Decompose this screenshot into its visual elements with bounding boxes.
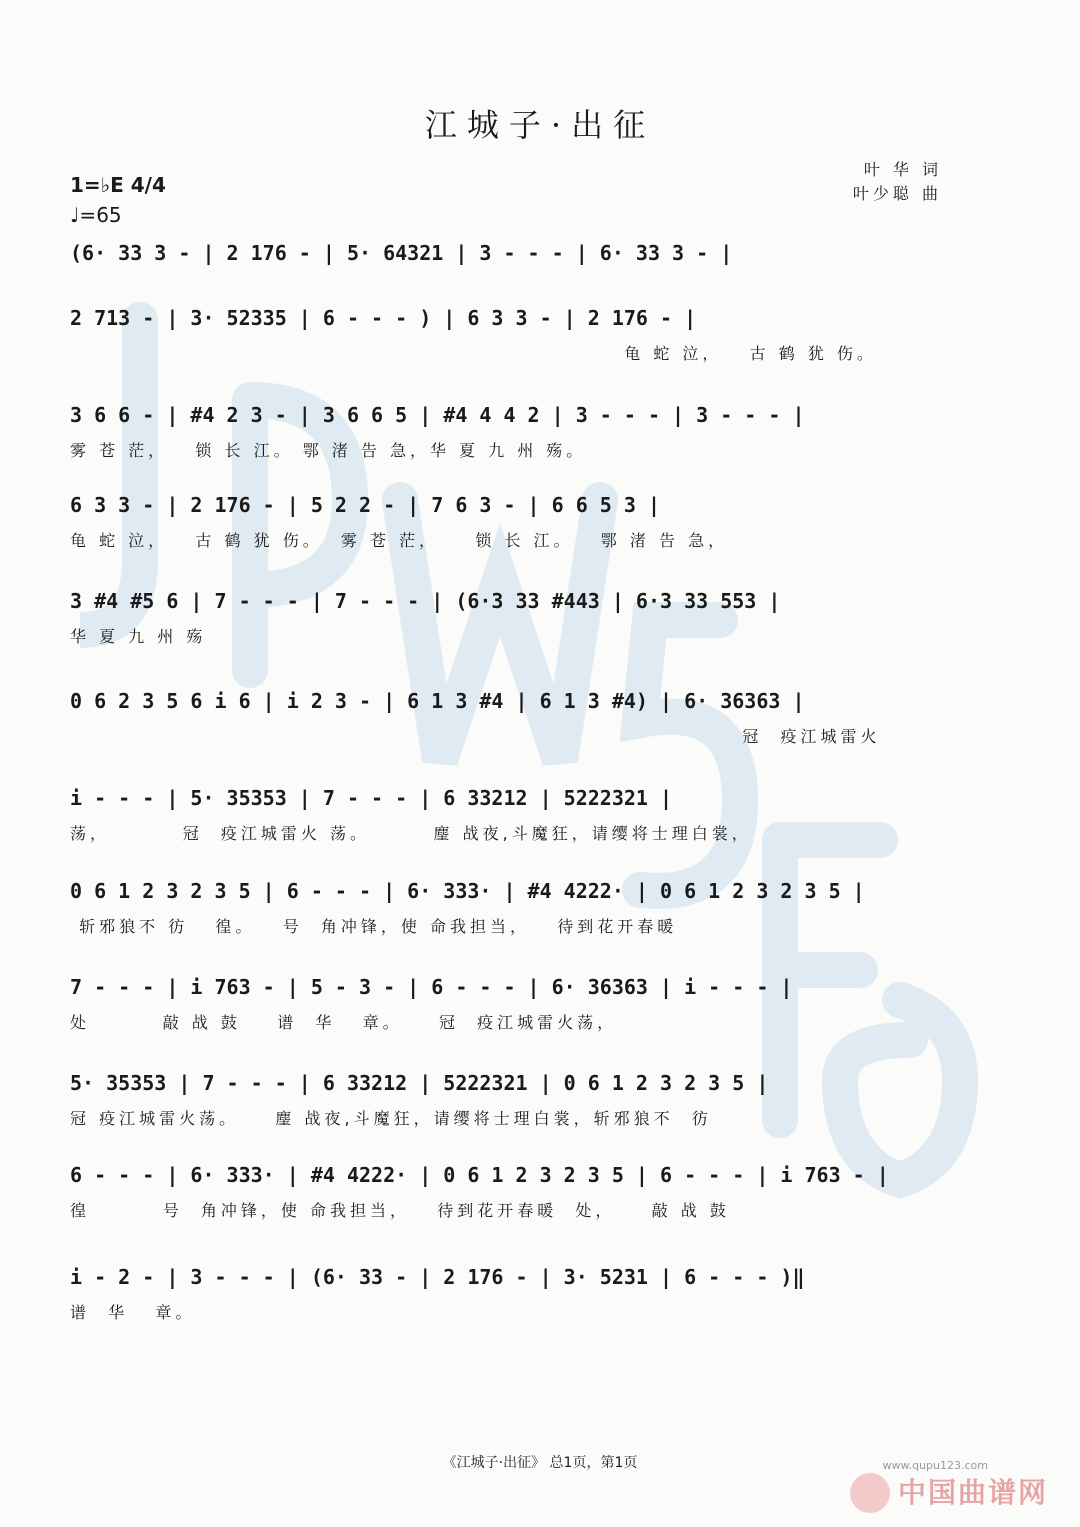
notation-row: (6· 33 3 - | 2 176 - | 5· 64321 | 3 - - - | 6· 33 3 - | [70, 241, 733, 265]
key-signature: 1=♭E 4/4 [70, 173, 166, 197]
lyric-row: 冠 疫江城雷火 [70, 727, 881, 746]
score-line [70, 238, 950, 298]
watermark [80, 200, 1000, 1300]
score-line [70, 686, 950, 746]
score-line [70, 972, 950, 1032]
notation-row: 5· 35353 | 7 - - - | 6 33212 | 5222321 | 0 6 1 2 3 2 3 5 | [70, 1071, 769, 1095]
logo-mark-icon [850, 1473, 890, 1513]
page-title: 江城子·出征 [424, 106, 656, 144]
score-line [70, 586, 950, 646]
score-line [70, 400, 950, 460]
notation-row: 0 6 2 3 5 6 i 6 | i 2 3 - | 6 1 3 #4 | 6 1 3 #4) | 6· 36363 | [70, 689, 805, 713]
notation-row: 0 6 1 2 3 2 3 5 | 6 - - - | 6· 333· | #4 4222· | 0 6 1 2 3 2 3 5 | [70, 879, 865, 903]
notation-row: 3 #4 #5 6 | 7 - - - | 7 - - - | (6·3 33 #443 | 6·3 33 553 | [70, 589, 781, 613]
score-line [70, 303, 950, 363]
notation-row: 6 - - - | 6· 333· | #4 4222· | 0 6 1 2 3 2 3 5 | 6 - - - | i 763 - | [70, 1163, 889, 1187]
lyric-row: 冠 疫江城雷火荡。 麈 战夜,斗魔狂，请缨将士理白裳，斩邪狼不 彷 [70, 1109, 712, 1128]
key-signature-block [70, 170, 166, 230]
notation-row: i - 2 - | 3 - - - | (6· 33 - | 2 176 - | 3· 5231 | 6 - - - )‖ [70, 1265, 805, 1289]
lyricist: 叶 华 词 [863, 160, 942, 179]
lyric-row: 处 敲 战 鼓 谱 华 章。 冠 疫江城雷火荡， [70, 1013, 618, 1032]
credits [853, 158, 942, 206]
logo-text: 中国曲谱网 [898, 1476, 1049, 1509]
notation-row: 6 3 3 - | 2 176 - | 5 2 2 - | 7 6 3 - | 6 6 5 3 | [70, 493, 661, 517]
score-line [70, 490, 950, 550]
score-line [70, 1262, 950, 1322]
lyric-row: 斩邪狼不 彷 徨。 号 角冲锋，使 命我担当， 待到花开春暖 [70, 917, 678, 936]
score-line [70, 1068, 950, 1128]
notation-row: i - - - | 5· 35353 | 7 - - - | 6 33212 | 5222321 | [70, 786, 673, 810]
score-line [70, 783, 950, 843]
tempo-mark: ♩=65 [70, 203, 122, 227]
lyric-row: 谱 华 章。 [70, 1303, 196, 1322]
lyric-row: 龟 蛇 泣， 古 鹤 犹 伤。 雾 苍 茫， 锁 长 江。 鄂 渚 告 急， [70, 531, 729, 550]
lyric-row: 荡， 冠 疫江城雷火 荡。 麈 战夜,斗魔狂，请缨将士理白裳， [70, 824, 752, 843]
notation-row: 7 - - - | i 763 - | 5 - 3 - | 6 - - - | 6· 36363 | i - - - | [70, 975, 793, 999]
score-line [70, 1160, 950, 1220]
composer: 叶少聪 曲 [852, 184, 942, 203]
logo-url: www.qupu123.com [882, 1459, 988, 1472]
lyric-row: 徨 号 角冲锋，使 命我担当， 待到花开春暖 处， 敲 战 鼓 [70, 1201, 730, 1220]
notation-row: 3 6 6 - | #4 2 3 - | 3 6 6 5 | #4 4 4 2 | 3 - - - | 3 - - - | [70, 403, 805, 427]
page-footer: 《江城子·出征》 总1页，第1页 [442, 1455, 638, 1471]
score-line [70, 876, 950, 936]
lyric-row [70, 276, 950, 298]
lyric-row: 华 夏 九 州 殇 [70, 627, 207, 646]
notation-row: 2 713 - | 3· 52335 | 6 - - - ) | 6 3 3 - | 2 176 - | [70, 306, 697, 330]
site-logo [850, 1459, 1060, 1519]
lyric-row: 雾 苍 茫， 锁 长 江。 鄂 渚 告 急，华 夏 九 州 殇。 [70, 441, 587, 460]
lyric-row: 龟 蛇 泣， 古 鹤 犹 伤。 [70, 344, 877, 363]
